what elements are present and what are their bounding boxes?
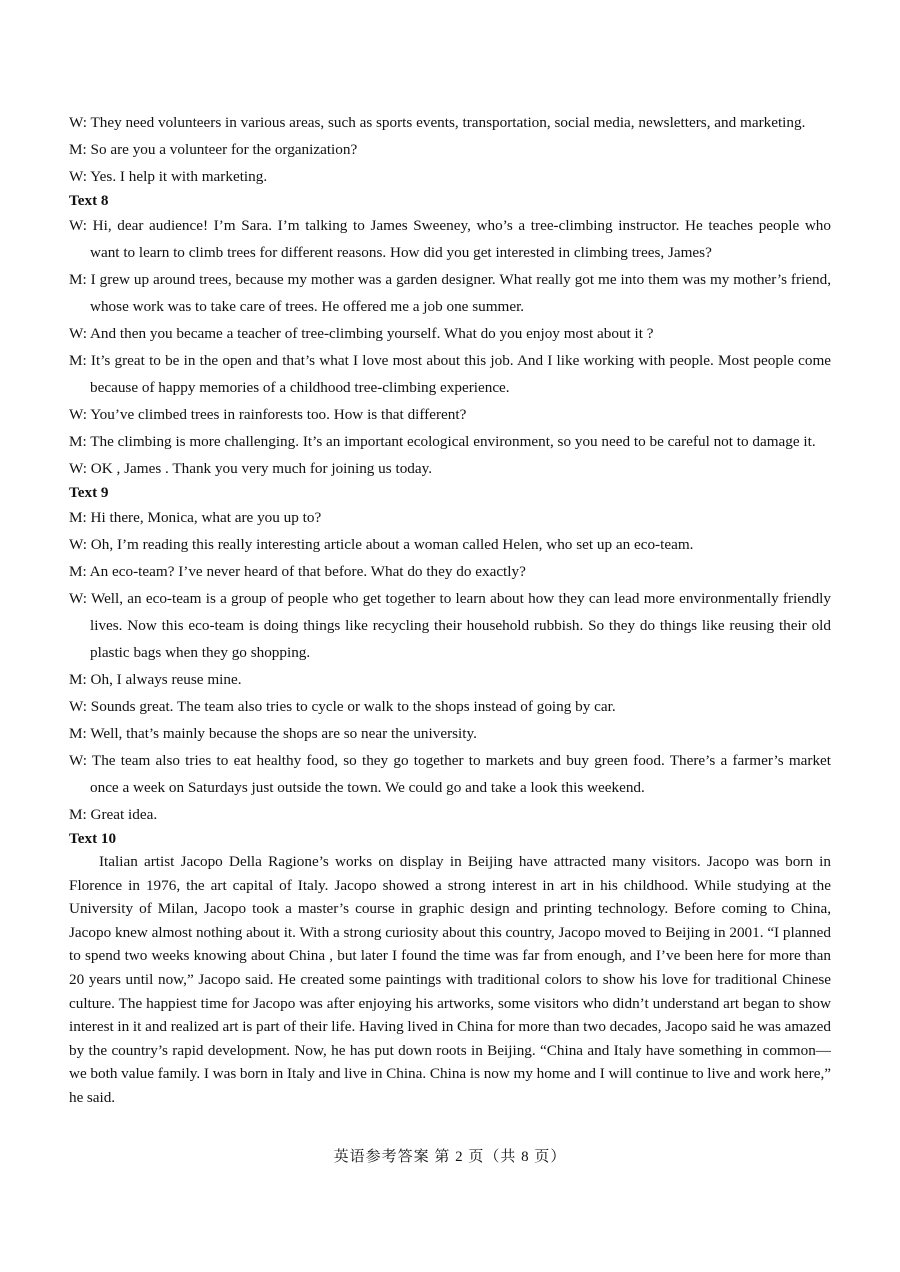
section-heading-text-8: Text 8 bbox=[69, 192, 109, 209]
dialogue-line: M: Hi there, Monica, what are you up to? bbox=[69, 509, 322, 526]
page-footer: 英语参考答案 第 2 页（共 8 页） bbox=[333, 1149, 567, 1165]
section-heading-text-10: Text 10 bbox=[69, 830, 117, 847]
dialogue-line: M: I grew up around trees, because my mother was a garden designer. What really got me into them was my mother’s friend, whose work was to take care of trees. He offered me a job one summer. bbox=[69, 271, 831, 315]
dialogue-line: W: They need volunteers in various areas, such as sports events, transportation, social media, newsletters, and marketing. bbox=[69, 114, 806, 131]
dialogue-line: M: It’s great to be in the open and that’s what I love most about this job. And I like working with people. Most people come because of happy memories of a childhood tree-climbing experience. bbox=[69, 352, 831, 396]
dialogue-line: W: You’ve climbed trees in rainforests too. How is that different? bbox=[69, 406, 467, 423]
dialogue-line: M: The climbing is more challenging. It’s an important ecological environment, so you need to be careful not to damage it. bbox=[69, 433, 816, 450]
dialogue-line: W: Well, an eco-team is a group of people who get together to learn about how they can lead more environmentally friendly lives. Now this eco-team is doing things like recycling their household rubbish. So they do things like reusing their old plastic bags when they go shopping. bbox=[69, 590, 831, 661]
dialogue-line: M: Oh, I always reuse mine. bbox=[69, 671, 242, 688]
answer-key-content bbox=[69, 109, 831, 1110]
dialogue-line: W: The team also tries to eat healthy food, so they go together to markets and buy green food. There’s a farmer’s market once a week on Saturdays just outside the town. We could go and take a look this weekend. bbox=[69, 752, 831, 796]
dialogue-line: W: And then you became a teacher of tree-climbing yourself. What do you enjoy most about it ? bbox=[69, 325, 654, 342]
dialogue-line: W: OK , James . Thank you very much for joining us today. bbox=[69, 460, 433, 477]
dialogue-line: M: Well, that’s mainly because the shops are so near the university. bbox=[69, 725, 477, 742]
dialogue-line: M: Great idea. bbox=[69, 806, 158, 823]
dialogue-line: W: Yes. I help it with marketing. bbox=[69, 168, 268, 185]
monologue-paragraph: Italian artist Jacopo Della Ragione’s works on display in Beijing have attracted many visitors. Jacopo was born in Florence in 1976, the art capital of Italy. Jacopo showed a strong interest in art in his childhood. While studying at the University of Milan, Jacopo took a master’s course in graphic design and printing technology. Before coming to China, Jacopo knew almost nothing about it. With a strong curiosity about this country, Jacopo moved to Beijing in 2001. “I planned to spend two weeks knowing about China , but later I found the time was far from enough, and I’ve been here for more than 20 years until now,” Jacopo said. He created some paintings with traditional colors to show his love for traditional Chinese culture. The happiest time for Jacopo was after enjoying his artworks, some visitors who didn’t understand art began to show interest in it and realized art is part of their life. Having lived in China for more than two decades, Jacopo said he was amazed by the country’s rapid development. Now, he has put down roots in Beijing. “China and Italy have something in common—we both value family. I was born in Italy and live in China. China is now my home and I will continue to live and work here,” he said. bbox=[69, 853, 831, 1106]
section-heading-text-9: Text 9 bbox=[69, 484, 109, 501]
dialogue-line: W: Oh, I’m reading this really interesting article about a woman called Helen, who set up an eco-team. bbox=[69, 536, 694, 553]
dialogue-line: W: Sounds great. The team also tries to cycle or walk to the shops instead of going by car. bbox=[69, 698, 616, 715]
dialogue-line: W: Hi, dear audience! I’m Sara. I’m talking to James Sweeney, who’s a tree-climbing instructor. He teaches people who want to learn to climb trees for different reasons. How did you get interested in climbing trees, James? bbox=[69, 217, 831, 261]
dialogue-line: M: An eco-team? I’ve never heard of that before. What do they do exactly? bbox=[69, 563, 526, 580]
dialogue-line: M: So are you a volunteer for the organization? bbox=[69, 141, 358, 158]
